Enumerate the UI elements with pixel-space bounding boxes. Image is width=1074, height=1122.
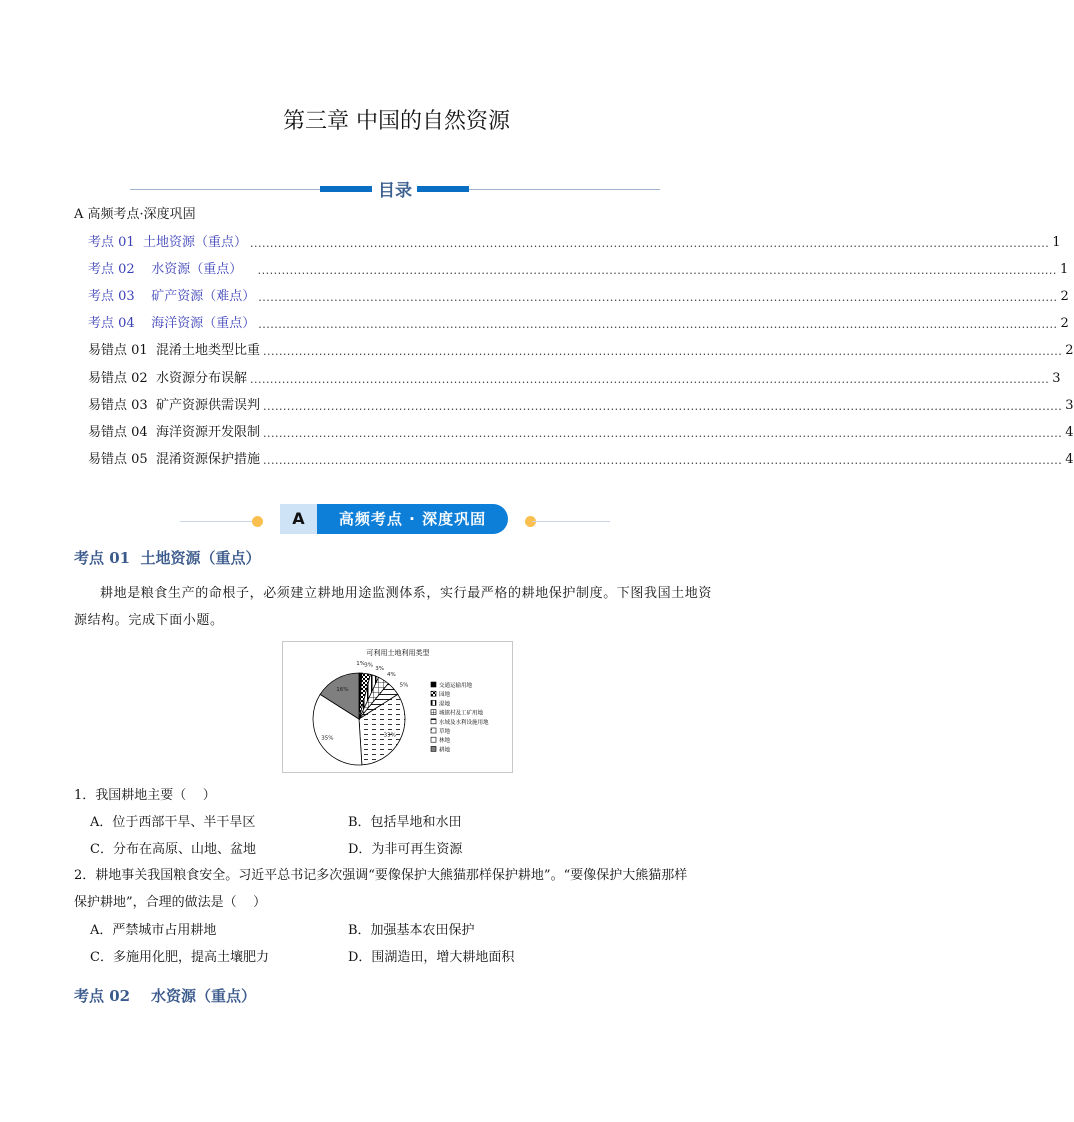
toc-item[interactable] — [88, 257, 1069, 278]
toc-item-label: 考点 03 矿产资源（难点） — [88, 289, 256, 305]
legend-swatch — [431, 728, 436, 733]
legend-label: 湿地 — [439, 701, 451, 708]
question-2-stem-cont: 保护耕地”，合理的做法是（ ） — [74, 895, 267, 910]
option-2d: D．围湖造田，增大耕地面积 — [348, 950, 515, 965]
toc-leader-dots: ........................................................................................................................................................................................................ — [262, 426, 1063, 440]
toc-page-number: 1 — [1059, 262, 1069, 278]
toc-item[interactable] — [88, 284, 1069, 305]
pie-chart-figure — [282, 641, 513, 773]
toc-leader-dots: ........................................................................................................................................................................................................ — [262, 453, 1063, 467]
toc-leader-dots: ........................................................................................................................................................................................................ — [258, 318, 1058, 332]
toc-leader-dots: ........................................................................................................................................................................................................ — [262, 399, 1063, 413]
legend-swatch — [431, 700, 436, 705]
toc-item[interactable] — [88, 311, 1069, 332]
legend-label: 耕地 — [439, 747, 451, 754]
banner-text: 高频考点 · 深度巩固 — [338, 510, 487, 528]
banner-letter: A — [280, 504, 317, 534]
pie-chart — [283, 642, 512, 772]
option-2b: B．加强基本农田保护 — [348, 923, 475, 938]
toc-item[interactable] — [88, 230, 1061, 250]
option-1c: C．分布在高原、山地、盆地 — [90, 842, 256, 857]
chart-title: 可利用土地利用类型 — [366, 649, 430, 657]
toc-item[interactable] — [88, 393, 1074, 413]
option-2a: A．严禁城市占用耕地 — [90, 923, 217, 938]
toc-header — [130, 176, 660, 200]
pie-data-label: 33% — [383, 732, 396, 739]
dot-decoration — [252, 516, 263, 527]
toc-item[interactable] — [88, 338, 1074, 359]
divider — [180, 521, 260, 522]
legend-label: 草地 — [439, 729, 451, 735]
legend-swatch — [431, 710, 436, 715]
divider — [532, 521, 610, 522]
question-1-stem: 1．我国耕地主要（ ） — [74, 788, 216, 803]
toc-item-label: 易错点 02 水资源分布误解 — [88, 370, 247, 386]
toc-page-number: 3 — [1052, 370, 1061, 386]
toc-item[interactable] — [88, 447, 1074, 467]
option-2c: C．多施用化肥，提高土壤肥力 — [90, 950, 269, 965]
legend-swatch — [431, 682, 436, 687]
pie-data-label: 16% — [336, 686, 349, 693]
pie-data-label: 5% — [399, 682, 409, 689]
legend-swatch — [431, 746, 436, 751]
document-title: 第三章 中国的自然资源 — [283, 109, 510, 134]
toc-page-number: 2 — [1060, 289, 1069, 305]
toc-leader-dots: ........................................................................................................................................................................................................ — [249, 237, 1050, 250]
toc-item-label: 易错点 03 矿产资源供需误判 — [88, 397, 260, 413]
legend-label: 林地 — [439, 738, 451, 745]
toc-item-label: 易错点 04 海洋资源开发限制 — [88, 424, 260, 440]
toc-leader-dots: ........................................................................................................................................................................................................ — [257, 264, 1057, 278]
banner-pill — [280, 504, 508, 534]
toc-page-number: 3 — [1065, 397, 1074, 413]
toc-item[interactable] — [88, 420, 1074, 440]
toc-item[interactable] — [88, 366, 1061, 386]
legend-swatch — [431, 719, 436, 724]
pie-data-label: 1% — [356, 661, 366, 668]
toc-page-number: 4 — [1065, 451, 1074, 467]
toc-item-label: 考点 01 土地资源（重点） — [88, 235, 247, 250]
option-1a: A．位于西部干旱、半干旱区 — [90, 815, 256, 830]
toc-item-label: 考点 02 水资源（重点） — [88, 262, 255, 278]
pie-data-label: 4% — [386, 672, 396, 679]
toc-item-label: 易错点 01 混淆土地类型比重 — [88, 343, 260, 359]
legend-swatch — [431, 737, 436, 742]
pie-data-label: 3% — [364, 662, 374, 669]
toc-heading: 目录 — [378, 181, 412, 201]
pie-data-label: 35% — [321, 735, 334, 742]
legend-label: 城镇村及工矿用地 — [439, 710, 484, 717]
toc-item-label: 考点 04 海洋资源（重点） — [88, 316, 256, 332]
toc-section-label: A 高频考点·深度巩固 — [74, 207, 196, 222]
toc-page-number: 2 — [1060, 316, 1069, 332]
option-1b: B．包括旱地和水田 — [348, 815, 462, 830]
legend-label: 交通运输用地 — [439, 683, 473, 689]
toc-leader-dots: ........................................................................................................................................................................................................ — [249, 372, 1050, 386]
toc-page-number: 4 — [1065, 424, 1074, 440]
legend-label: 园地 — [439, 692, 451, 699]
pie-data-label: 3% — [375, 666, 384, 673]
legend-label: 水域及水利设施用地 — [439, 719, 489, 726]
toc-leader-dots: ........................................................................................................................................................................................................ — [262, 345, 1063, 359]
toc-item-label: 易错点 05 混淆资源保护措施 — [88, 451, 260, 467]
section-heading: 考点 01 土地资源（重点） — [74, 549, 261, 567]
toc-leader-dots: ........................................................................................................................................................................................................ — [258, 291, 1058, 305]
intro-paragraph: 耕地是粮食生产的命根子，必须建立耕地用途监测体系，实行最严格的耕地保护制度。下图我国土地资源结构。完成下面小题。 — [74, 586, 713, 628]
toc-page-number: 2 — [1065, 343, 1074, 359]
toc-page-number: 1 — [1052, 235, 1061, 250]
legend-swatch — [431, 691, 436, 696]
question-2-stem: 2．耕地事关我国粮食安全。习近平总书记多次强调“要像保护大熊猫那样保护耕地”。“要像保护大熊猫那样 — [74, 868, 688, 883]
section-banner — [180, 499, 610, 539]
section-heading: 考点 02 水资源（重点） — [74, 987, 256, 1005]
option-1d: D．为非可再生资源 — [348, 842, 463, 857]
